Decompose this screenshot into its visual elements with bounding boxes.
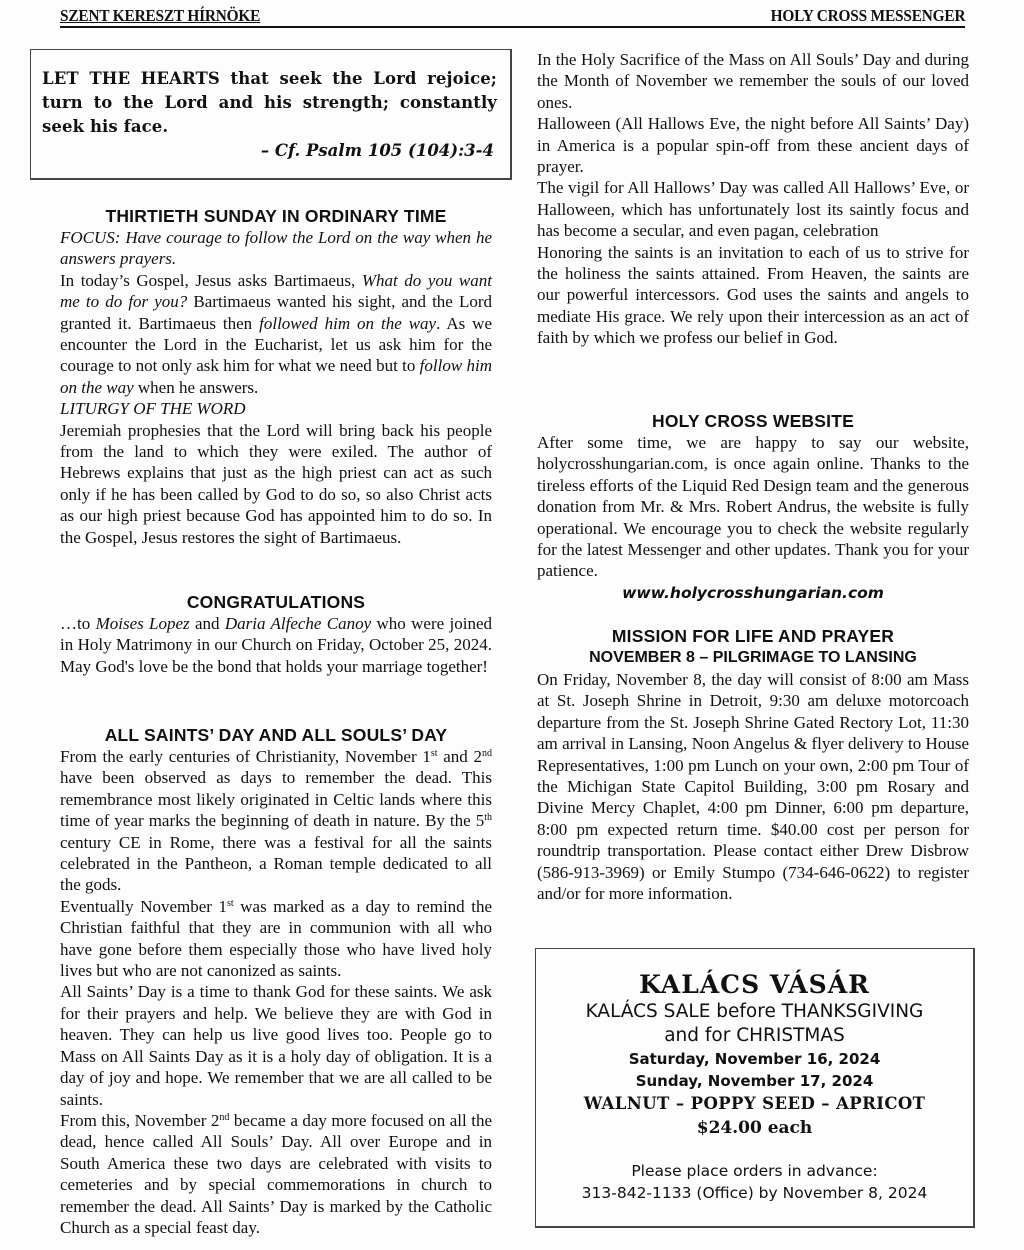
paragraph: Halloween (All Hallows Eve, the night before All Saints’ Day) in America is a popular spin-off from these ancient days of prayer. bbox=[537, 114, 969, 177]
kalacs-flavors: WALNUT – POPPY SEED – APRICOT bbox=[583, 1094, 926, 1113]
psalm-quote-box bbox=[30, 49, 512, 180]
section-body bbox=[537, 49, 969, 349]
masthead-hungarian-title: SZENT KERESZT HÍRNÖKE bbox=[60, 6, 261, 25]
text-run: Eventually November 1 bbox=[60, 896, 228, 916]
paragraph bbox=[60, 896, 492, 982]
section-heading: CONGRATULATIONS bbox=[186, 592, 366, 612]
kalacs-date-1: Saturday, November 16, 2024 bbox=[628, 1050, 881, 1068]
text-run: when he answers. bbox=[133, 377, 259, 397]
text-run: have been observed as days to remember the dead. This remembrance most likely originated in Celtic lands where this time of year marks the beginning of death in nature. By the 5 bbox=[60, 768, 492, 831]
section-body bbox=[60, 746, 492, 1238]
section-heading: THIRTIETH SUNDAY IN ORDINARY TIME bbox=[105, 206, 447, 226]
psalm-quote bbox=[42, 67, 497, 139]
section-body bbox=[537, 432, 969, 582]
website-text: After some time, we are happy to say our website, holycrosshungarian.com, is once again online. Thanks to the tireless efforts of the Liquid Red Design team and the generous donation from Mr. & Mrs. Robert Andrus, the website is fully operational. We encourage you to check the website regularly for the latest Messenger and other updates. Thank you for your patience. bbox=[537, 433, 969, 581]
section-congratulations bbox=[60, 591, 492, 677]
spacer bbox=[536, 1140, 973, 1160]
psalm-citation: – Cf. Psalm 105 (104):3-4 bbox=[260, 141, 494, 160]
psalm-body: that seek the Lord rejoice; turn to the Lord and his strength; constantly seek his face. bbox=[42, 69, 498, 136]
text-run: Bartimaeus wanted his sight, and the Lord granted it. Bartimaeus then bbox=[60, 292, 492, 333]
website-link[interactable]: www.holycrosshungarian.com bbox=[622, 583, 884, 602]
kalacs-order-note: Please place orders in advance: bbox=[631, 1162, 878, 1180]
section-all-saints bbox=[60, 724, 492, 1238]
liturgy-text: Jeremiah prophesies that the Lord will bring back his people from the land to which they were exiled. The author of Hebrews explains that just as the high priest can act as such only if he has been called by God to do so, so also Christ acts as our high priest because God has appointed him to do so. In the Gospel, Jesus restores the sight of Bartimaeus. bbox=[60, 420, 492, 547]
ordinal: st bbox=[430, 748, 438, 759]
kalacs-price: $24.00 each bbox=[696, 1118, 813, 1138]
bride-name: Daria Alfeche Canoy bbox=[224, 614, 372, 633]
masthead bbox=[60, 4, 965, 28]
kalacs-subtitle-2: and for CHRISTMAS bbox=[664, 1025, 845, 1046]
ordinal: nd bbox=[219, 1111, 230, 1123]
paragraph bbox=[60, 746, 492, 896]
paragraph: All Saints’ Day is a time to thank God for these saints. We ask for their prayers and help. We believe they are with God in heaven. They can help us live good lives too. People go to Mass on All Saints Day as it is a holy day of obligation. It is a day of joy and hope. We remember that we are all called to be saints. bbox=[60, 982, 492, 1109]
groom-name: Moises Lopez bbox=[95, 614, 190, 633]
section-heading: HOLY CROSS WEBSITE bbox=[652, 411, 854, 431]
quote-run: follow him on the way bbox=[60, 356, 492, 397]
text-run: who were joined in Holy Matrimony in our Church on Friday, October 25, 2024. May God's love be the bond that holds your marriage together! bbox=[60, 614, 492, 676]
section-body bbox=[537, 669, 969, 904]
text-run: century CE in Rome, there was a festival for all the saints celebrated in the Pantheon, a Roman temple dedicated to all the gods. bbox=[60, 832, 492, 895]
text-run: …to bbox=[60, 614, 96, 633]
kalacs-date-2: Sunday, November 17, 2024 bbox=[635, 1072, 874, 1090]
text-run: In today’s Gospel, Jesus asks Bartimaeus, bbox=[60, 270, 362, 290]
ordinal: nd bbox=[482, 748, 493, 759]
paragraph: The vigil for All Hallows’ Day was called All Hallows’ Eve, or Halloween, which has unfortunately lost its saintly focus and has become a secular, and even pagan, celebration bbox=[537, 178, 969, 241]
text-run: and 2 bbox=[437, 747, 483, 766]
psalm-lead: LET THE HEARTS bbox=[42, 69, 220, 88]
congratulations-text bbox=[60, 613, 492, 677]
ordinal: st bbox=[227, 897, 234, 909]
paragraph: Honoring the saints is an invitation to each of us to strive for the holiness the saints attained. From Heaven, the saints are our powerful intercessors. God uses the saints and angels to mediate His grace. We rely upon their intercession as an act of faith by which we profess our belief in God. bbox=[537, 242, 969, 348]
section-thirtieth-sunday bbox=[60, 205, 492, 548]
text-run: . As we encounter the Lord in the Eucharist, let us ask him for the courage to not only ask him for what we need but to bbox=[60, 313, 492, 376]
text-run: From this, November 2 bbox=[60, 1110, 220, 1130]
text-run: and bbox=[189, 614, 225, 633]
quote-run: What do you want me to do for you? bbox=[60, 270, 492, 312]
section-website bbox=[537, 410, 969, 604]
kalacs-subtitle-1: KALÁCS SALE before THANKSGIVING bbox=[585, 1001, 924, 1022]
masthead-english-title: HOLY CROSS MESSENGER bbox=[770, 6, 965, 25]
kalacs-order-contact: 313-842-1133 (Office) by November 8, 2024 bbox=[581, 1184, 928, 1202]
quote-run: followed him on the way bbox=[259, 313, 437, 333]
mission-text: On Friday, November 8, the day will consist of 8:00 am Mass at St. Joseph Shrine in Detroit, 9:30 am deluxe motorcoach departure from the St. Joseph Shrine Gated Rectory Lot, 11:30 am arrival in Lansing, Noon Angelus & flyer delivery to House Representatives, 1:00 pm Lunch on your own, 2:00 pm Tour of the Michigan State Capitol Building, 3:00 pm Rosary and Divine Mercy Chaplet, 4:00 pm Dinner, 6:00 pm departure, 8:00 pm expected return time. $40.00 cost per person for roundtrip transportation. Please contact either Drew Disbrow (586-913-3969) or Emily Stumpo (734-646-0622) to register and/or for more information. bbox=[537, 670, 969, 904]
ordinal: th bbox=[484, 812, 492, 824]
section-heading: MISSION FOR LIFE AND PRAYER bbox=[611, 626, 895, 646]
paragraph bbox=[60, 1110, 492, 1238]
focus-text: FOCUS: Have courage to follow the Lord on the way when he answers prayers. bbox=[60, 228, 492, 269]
kalacs-title: KALÁCS VÁSÁR bbox=[639, 970, 870, 999]
paragraph: In the Holy Sacrifice of the Mass on All Souls’ Day and during the Month of November we remember the souls of our loved ones. bbox=[537, 50, 969, 112]
gospel-text bbox=[60, 270, 492, 398]
section-all-saints-continued bbox=[537, 49, 969, 349]
section-body bbox=[60, 613, 492, 677]
liturgy-label: LITURGY OF THE WORD bbox=[60, 399, 246, 419]
section-heading: ALL SAINTS’ DAY AND ALL SOULS’ DAY bbox=[104, 725, 448, 745]
section-mission bbox=[537, 625, 969, 904]
section-body bbox=[60, 227, 492, 548]
kalacs-sale-box bbox=[535, 948, 975, 1228]
text-run: became a day more focused on all the dead, hence called All Souls’ Day. All over Europe and in South America these two days are celebrated with visits to cemeteries and by special commemorations in church to remember the dead. All Saints’ Day is marked by the Catholic Church as a special feast day. bbox=[60, 1110, 492, 1237]
text-run: was marked as a day to remind the Christian faithful that they are in communion with all who have gone before them especially those who have lived holy lives but who are not canonized as saints. bbox=[60, 896, 493, 981]
text-run: From the early centuries of Christianity, November 1 bbox=[60, 747, 431, 766]
section-subheading: NOVEMBER 8 – PILGRIMAGE TO LANSING bbox=[589, 649, 917, 666]
